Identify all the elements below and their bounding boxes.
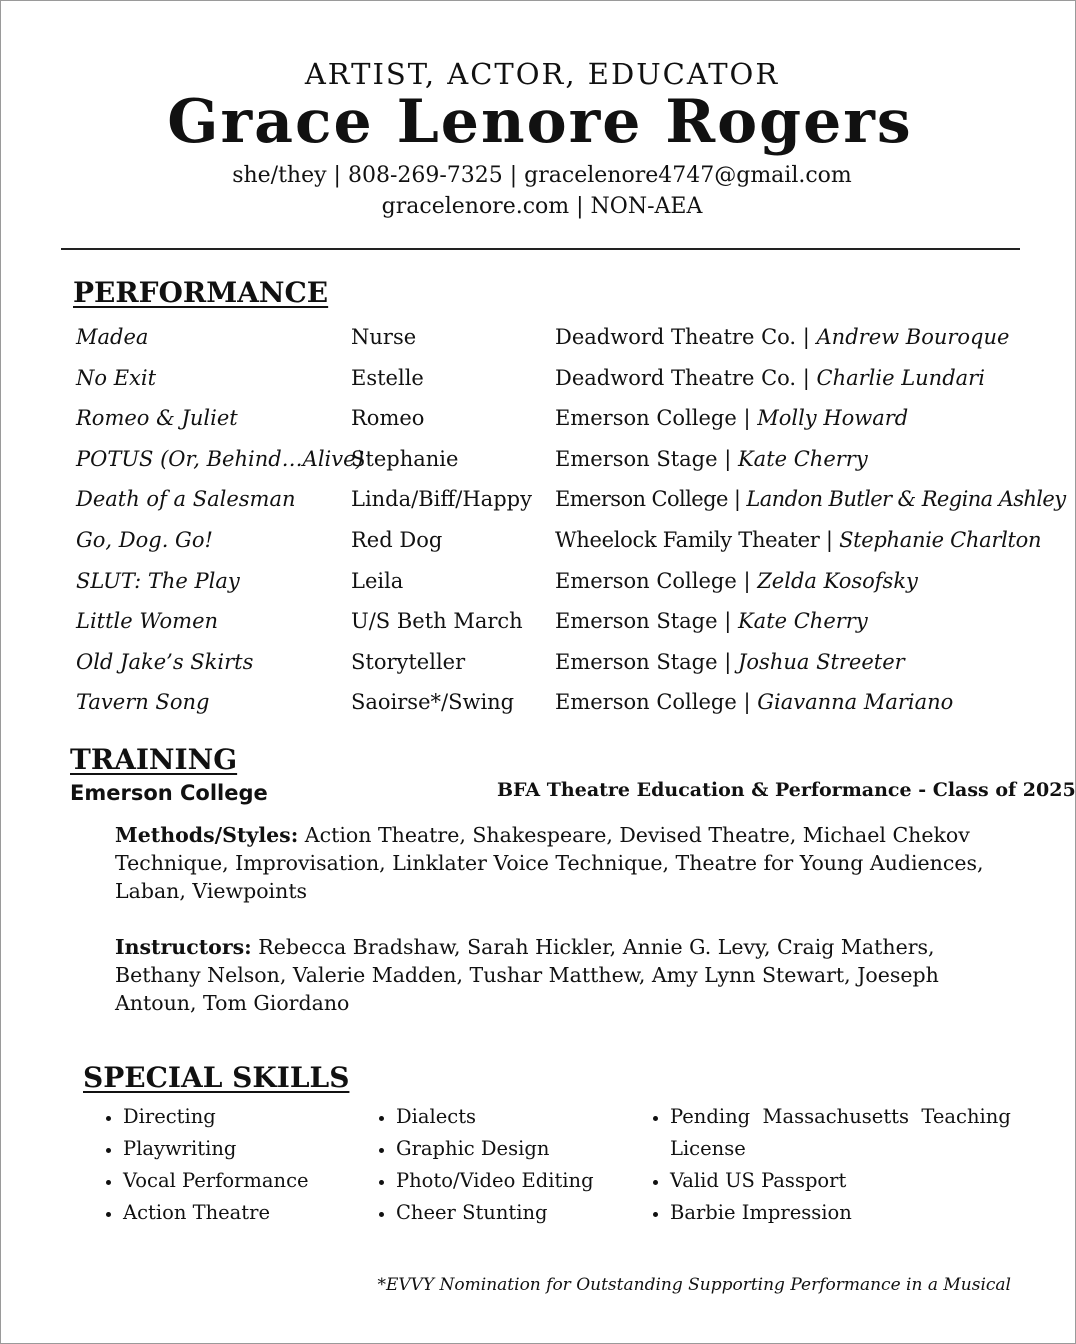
venue-name: Deadword Theatre Co. | (555, 325, 817, 349)
director: Giavanna Mariano (757, 690, 954, 714)
director: Stephanie Charlton (839, 528, 1042, 552)
role: Leila (351, 569, 404, 593)
venue-name: Wheelock Family Theater | (555, 528, 840, 552)
methods-text: Action Theatre, Shakespeare, Devised Theatre, Michael Chekov Technique, Improvisation, Linklater Voice Technique, Theatre for Young Audiences, Laban, Viewpoints (115, 823, 984, 903)
show-title: Go, Dog. Go! (76, 528, 213, 552)
director: Kate Cherry (737, 609, 868, 633)
role: Stephanie (351, 447, 459, 471)
show-title: No Exit (76, 366, 157, 390)
page-title: Grace Lenore Rogers (167, 87, 913, 157)
role: U/S Beth March (351, 609, 523, 633)
skills-column-2 (374, 1101, 594, 1229)
instructors-paragraph (115, 933, 995, 1017)
show-title: Romeo & Juliet (76, 406, 238, 430)
list-item: • Dialects (396, 1101, 594, 1133)
methods-paragraph (115, 821, 995, 905)
training-degree: BFA Theatre Education & Performance - Class of 2025 (497, 779, 1076, 801)
director: Andrew Bouroque (816, 325, 1010, 349)
performance-heading: PERFORMANCE (73, 276, 329, 309)
venue (555, 487, 1066, 511)
venue (555, 609, 868, 633)
instructors-label: Instructors: (115, 935, 252, 959)
tagline: ARTIST, ACTOR, EDUCATOR (304, 57, 780, 91)
list-item: • Barbie Impression (670, 1197, 1011, 1229)
venue (555, 528, 1041, 552)
director: Landon Butler & Regina Ashley (746, 487, 1066, 511)
director: Kate Cherry (737, 447, 868, 471)
venue (555, 650, 905, 674)
venue (555, 366, 985, 390)
director: Charlie Lundari (816, 366, 985, 390)
training-heading: TRAINING (70, 743, 238, 776)
role: Linda/Biff/Happy (351, 487, 532, 511)
skill-line: License (670, 1137, 746, 1160)
venue-name: Emerson Stage | (555, 650, 738, 674)
role: Romeo (351, 406, 425, 430)
venue (555, 569, 918, 593)
list-item: • Playwriting (123, 1133, 309, 1165)
show-title: Death of a Salesman (76, 487, 296, 511)
methods-label: Methods/Styles: (115, 823, 299, 847)
director: Molly Howard (757, 406, 909, 430)
show-title: Little Women (76, 609, 219, 633)
list-item: • Graphic Design (396, 1133, 594, 1165)
list-item: • Action Theatre (123, 1197, 309, 1229)
role: Saoirse*/Swing (351, 690, 515, 714)
venue-name: Deadword Theatre Co. | (555, 366, 817, 390)
director: Zelda Kosofsky (757, 569, 918, 593)
list-item: • Valid US Passport (670, 1165, 1011, 1197)
contact-line-2: gracelenore.com | NON-AEA (381, 194, 703, 219)
show-title: Tavern Song (76, 690, 210, 714)
skills-column-3 (648, 1101, 1011, 1229)
role: Storyteller (351, 650, 466, 674)
show-title: POTUS (Or, Behind…Alive) (76, 447, 364, 471)
venue (555, 325, 1009, 349)
role: Nurse (351, 325, 417, 349)
venue-name: Emerson College | (555, 690, 758, 714)
list-item: • Photo/Video Editing (396, 1165, 594, 1197)
skill-line: Pending Massachusetts Teaching (670, 1105, 1011, 1128)
show-title: Madea (76, 325, 149, 349)
venue (555, 406, 908, 430)
skills-column-1 (101, 1101, 309, 1229)
venue-name: Emerson Stage | (555, 447, 738, 471)
list-item: • Cheer Stunting (396, 1197, 594, 1229)
contact-line-1: she/they | 808-269-7325 | gracelenore4747@gmail.com (232, 163, 852, 188)
training-school: Emerson College (70, 781, 268, 805)
show-title: Old Jake’s Skirts (76, 650, 254, 674)
venue-name: Emerson College | (555, 406, 758, 430)
venue (555, 447, 868, 471)
venue (555, 690, 953, 714)
instructors-text: Rebecca Bradshaw, Sarah Hickler, Annie G. Levy, Craig Mathers, Bethany Nelson, Valerie Madden, Tushar Matthew, Amy Lynn Stewart, Joeseph Antoun, Tom Giordano (115, 935, 939, 1015)
show-title: SLUT: The Play (76, 569, 240, 593)
venue-name: Emerson College | (555, 569, 758, 593)
venue-name: Emerson College | (555, 487, 747, 511)
skills-heading: SPECIAL SKILLS (83, 1061, 350, 1094)
list-item: • Directing (123, 1101, 309, 1133)
role: Red Dog (351, 528, 443, 552)
venue-name: Emerson Stage | (555, 609, 738, 633)
list-item: • Vocal Performance (123, 1165, 309, 1197)
role: Estelle (351, 366, 424, 390)
header-divider (61, 248, 1020, 250)
director: Joshua Streeter (737, 650, 905, 674)
list-item (670, 1101, 1011, 1165)
footnote: *EVVY Nomination for Outstanding Supporting Performance in a Musical (377, 1275, 1011, 1295)
